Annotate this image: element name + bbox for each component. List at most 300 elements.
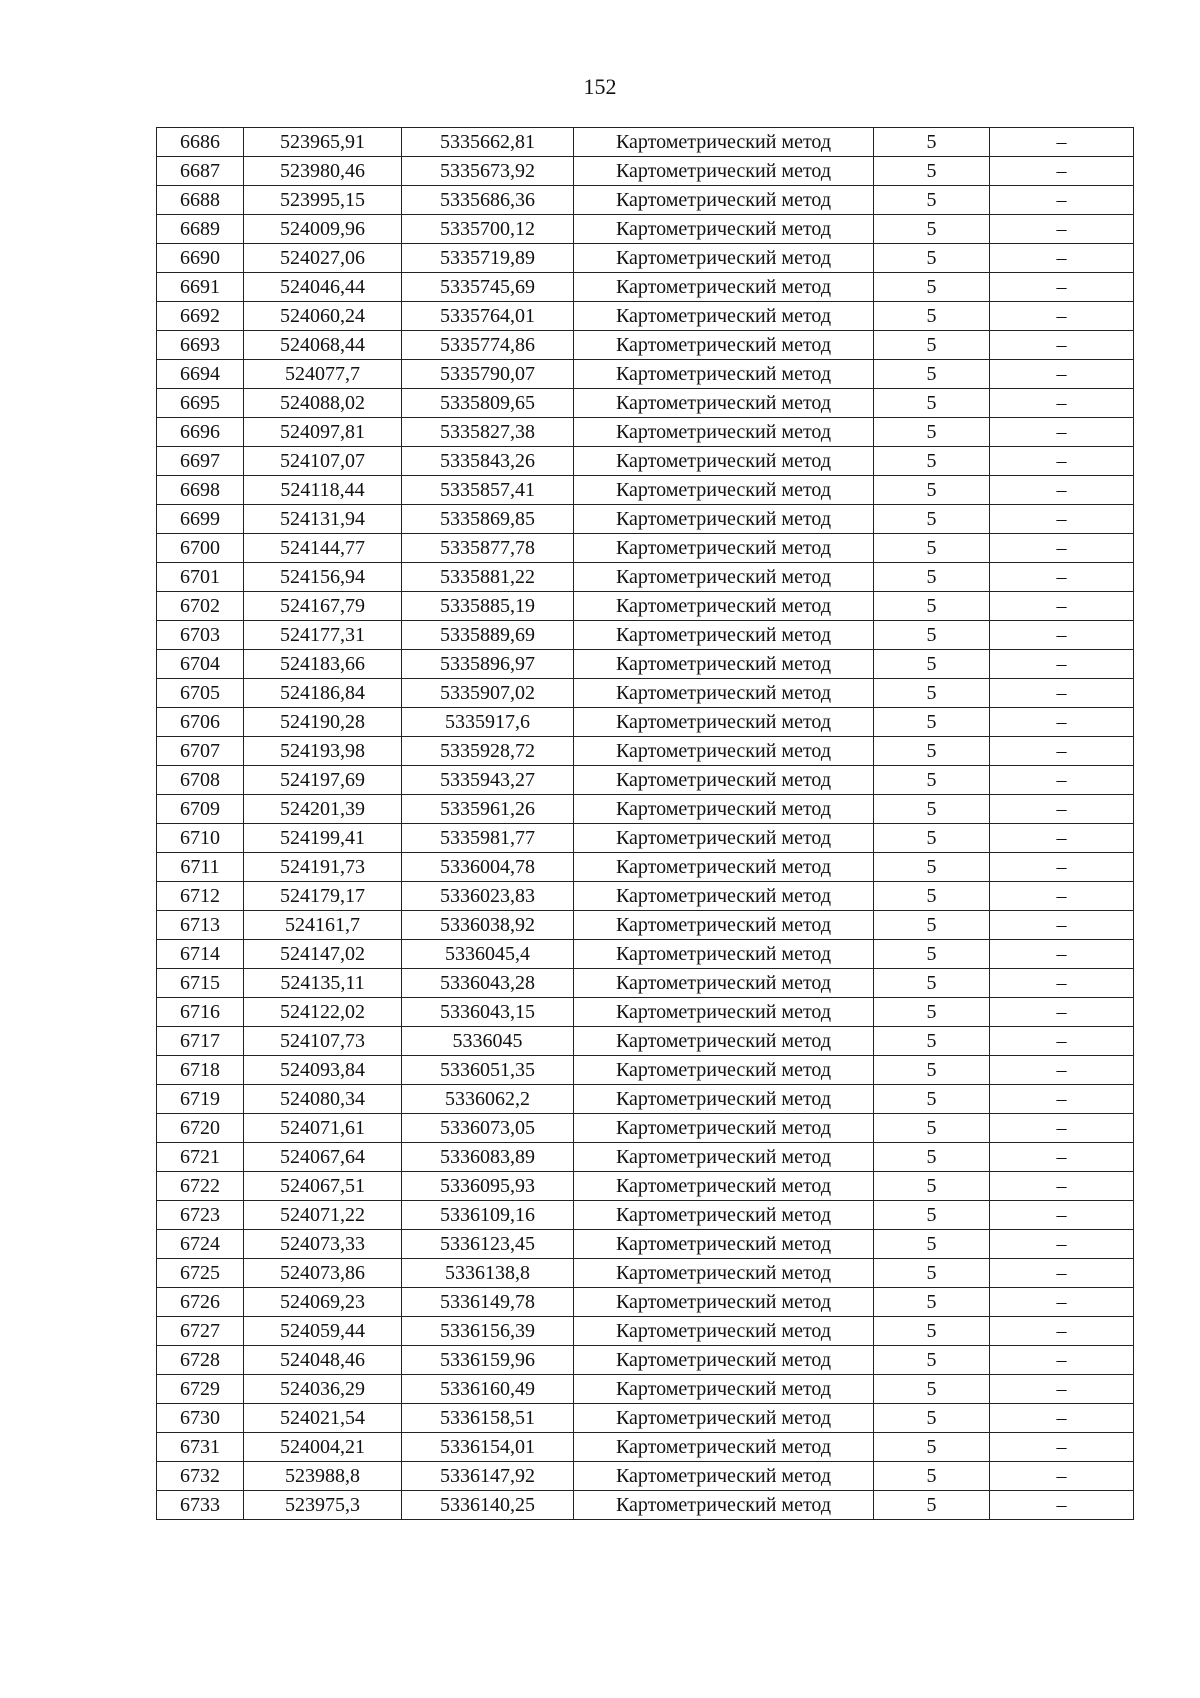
cell-note: – [990, 534, 1134, 563]
cell-coordinate-y: 5336123,45 [402, 1230, 574, 1259]
cell-note: – [990, 1027, 1134, 1056]
cell-accuracy: 5 [874, 592, 990, 621]
cell-note: – [990, 1230, 1134, 1259]
table-row [157, 1114, 1134, 1143]
cell-note: – [990, 1288, 1134, 1317]
cell-accuracy: 5 [874, 360, 990, 389]
table-row [157, 824, 1134, 853]
cell-point-number: 6720 [157, 1114, 244, 1143]
cell-coordinate-x: 524048,46 [244, 1346, 402, 1375]
cell-point-number: 6697 [157, 447, 244, 476]
cell-coordinate-x: 524069,23 [244, 1288, 402, 1317]
cell-method: Картометрический метод [574, 447, 874, 476]
cell-note: – [990, 969, 1134, 998]
cell-point-number: 6695 [157, 389, 244, 418]
cell-coordinate-y: 5336043,28 [402, 969, 574, 998]
cell-coordinate-x: 523980,46 [244, 157, 402, 186]
cell-coordinate-x: 524021,54 [244, 1404, 402, 1433]
cell-accuracy: 5 [874, 1491, 990, 1520]
cell-method: Картометрический метод [574, 1114, 874, 1143]
cell-accuracy: 5 [874, 186, 990, 215]
cell-coordinate-y: 5336043,15 [402, 998, 574, 1027]
cell-accuracy: 5 [874, 1404, 990, 1433]
cell-coordinate-y: 5336023,83 [402, 882, 574, 911]
cell-accuracy: 5 [874, 418, 990, 447]
table-row [157, 215, 1134, 244]
cell-point-number: 6702 [157, 592, 244, 621]
cell-point-number: 6689 [157, 215, 244, 244]
cell-method: Картометрический метод [574, 534, 874, 563]
cell-method: Картометрический метод [574, 940, 874, 969]
table-row [157, 1201, 1134, 1230]
cell-point-number: 6693 [157, 331, 244, 360]
cell-coordinate-y: 5336160,49 [402, 1375, 574, 1404]
cell-coordinate-y: 5335700,12 [402, 215, 574, 244]
cell-accuracy: 5 [874, 1433, 990, 1462]
cell-coordinate-y: 5336083,89 [402, 1143, 574, 1172]
cell-accuracy: 5 [874, 273, 990, 302]
cell-point-number: 6699 [157, 505, 244, 534]
cell-coordinate-x: 524071,61 [244, 1114, 402, 1143]
table-row [157, 969, 1134, 998]
cell-coordinate-x: 524088,02 [244, 389, 402, 418]
cell-coordinate-y: 5335790,07 [402, 360, 574, 389]
table-row [157, 1230, 1134, 1259]
table-row [157, 505, 1134, 534]
cell-note: – [990, 1346, 1134, 1375]
table-row [157, 360, 1134, 389]
cell-coordinate-y: 5336045 [402, 1027, 574, 1056]
cell-coordinate-x: 524071,22 [244, 1201, 402, 1230]
cell-method: Картометрический метод [574, 998, 874, 1027]
cell-method: Картометрический метод [574, 882, 874, 911]
cell-method: Картометрический метод [574, 650, 874, 679]
cell-coordinate-x: 524191,73 [244, 853, 402, 882]
cell-point-number: 6687 [157, 157, 244, 186]
cell-point-number: 6709 [157, 795, 244, 824]
cell-note: – [990, 186, 1134, 215]
cell-note: – [990, 940, 1134, 969]
table-row [157, 302, 1134, 331]
cell-coordinate-y: 5335869,85 [402, 505, 574, 534]
table-row [157, 1317, 1134, 1346]
cell-point-number: 6723 [157, 1201, 244, 1230]
cell-method: Картометрический метод [574, 1462, 874, 1491]
cell-coordinate-x: 524199,41 [244, 824, 402, 853]
cell-accuracy: 5 [874, 1172, 990, 1201]
cell-point-number: 6729 [157, 1375, 244, 1404]
cell-note: – [990, 708, 1134, 737]
cell-method: Картометрический метод [574, 1172, 874, 1201]
cell-coordinate-y: 5335881,22 [402, 563, 574, 592]
cell-method: Картометрический метод [574, 273, 874, 302]
cell-coordinate-y: 5335917,6 [402, 708, 574, 737]
cell-note: – [990, 505, 1134, 534]
cell-note: – [990, 650, 1134, 679]
table-row [157, 592, 1134, 621]
table-row [157, 1375, 1134, 1404]
cell-note: – [990, 1433, 1134, 1462]
cell-point-number: 6698 [157, 476, 244, 505]
table-row [157, 1462, 1134, 1491]
cell-coordinate-x: 524135,11 [244, 969, 402, 998]
cell-method: Картометрический метод [574, 157, 874, 186]
table-row [157, 940, 1134, 969]
cell-coordinate-x: 524060,24 [244, 302, 402, 331]
cell-accuracy: 5 [874, 389, 990, 418]
cell-coordinate-x: 524190,28 [244, 708, 402, 737]
cell-note: – [990, 592, 1134, 621]
cell-point-number: 6690 [157, 244, 244, 273]
cell-accuracy: 5 [874, 1375, 990, 1404]
cell-note: – [990, 128, 1134, 157]
cell-note: – [990, 1462, 1134, 1491]
cell-coordinate-x: 524009,96 [244, 215, 402, 244]
cell-accuracy: 5 [874, 969, 990, 998]
cell-accuracy: 5 [874, 737, 990, 766]
cell-method: Картометрический метод [574, 1288, 874, 1317]
cell-note: – [990, 1259, 1134, 1288]
cell-method: Картометрический метод [574, 1143, 874, 1172]
cell-coordinate-y: 5335981,77 [402, 824, 574, 853]
cell-accuracy: 5 [874, 911, 990, 940]
cell-coordinate-y: 5335719,89 [402, 244, 574, 273]
cell-point-number: 6728 [157, 1346, 244, 1375]
cell-coordinate-x: 524131,94 [244, 505, 402, 534]
cell-point-number: 6727 [157, 1317, 244, 1346]
cell-accuracy: 5 [874, 1462, 990, 1491]
cell-coordinate-y: 5336138,8 [402, 1259, 574, 1288]
cell-method: Картометрический метод [574, 766, 874, 795]
cell-coordinate-x: 524186,84 [244, 679, 402, 708]
table-row [157, 447, 1134, 476]
cell-accuracy: 5 [874, 1201, 990, 1230]
table-row [157, 1259, 1134, 1288]
table-row [157, 1491, 1134, 1520]
cell-note: – [990, 998, 1134, 1027]
cell-coordinate-x: 524004,21 [244, 1433, 402, 1462]
cell-accuracy: 5 [874, 1114, 990, 1143]
cell-method: Картометрический метод [574, 1230, 874, 1259]
cell-coordinate-x: 524073,33 [244, 1230, 402, 1259]
coordinates-table [156, 127, 1134, 1520]
cell-accuracy: 5 [874, 331, 990, 360]
cell-coordinate-x: 524144,77 [244, 534, 402, 563]
cell-note: – [990, 1143, 1134, 1172]
cell-note: – [990, 1317, 1134, 1346]
cell-coordinate-y: 5335774,86 [402, 331, 574, 360]
cell-coordinate-y: 5336004,78 [402, 853, 574, 882]
cell-method: Картометрический метод [574, 969, 874, 998]
table-row [157, 563, 1134, 592]
cell-coordinate-x: 524167,79 [244, 592, 402, 621]
cell-method: Картометрический метод [574, 679, 874, 708]
cell-point-number: 6700 [157, 534, 244, 563]
cell-note: – [990, 447, 1134, 476]
cell-accuracy: 5 [874, 1085, 990, 1114]
cell-point-number: 6707 [157, 737, 244, 766]
cell-point-number: 6686 [157, 128, 244, 157]
cell-note: – [990, 215, 1134, 244]
cell-coordinate-y: 5335764,01 [402, 302, 574, 331]
cell-coordinate-x: 524147,02 [244, 940, 402, 969]
cell-coordinate-x: 523975,3 [244, 1491, 402, 1520]
cell-coordinate-y: 5336038,92 [402, 911, 574, 940]
table-row [157, 1085, 1134, 1114]
table-row [157, 1143, 1134, 1172]
table-row [157, 128, 1134, 157]
cell-coordinate-y: 5335827,38 [402, 418, 574, 447]
cell-method: Картометрический метод [574, 1259, 874, 1288]
cell-note: – [990, 824, 1134, 853]
cell-note: – [990, 621, 1134, 650]
cell-coordinate-y: 5335662,81 [402, 128, 574, 157]
cell-accuracy: 5 [874, 621, 990, 650]
cell-note: – [990, 1201, 1134, 1230]
cell-point-number: 6712 [157, 882, 244, 911]
cell-note: – [990, 1114, 1134, 1143]
cell-accuracy: 5 [874, 679, 990, 708]
cell-note: – [990, 853, 1134, 882]
cell-accuracy: 5 [874, 128, 990, 157]
cell-note: – [990, 766, 1134, 795]
cell-point-number: 6724 [157, 1230, 244, 1259]
cell-note: – [990, 1404, 1134, 1433]
cell-point-number: 6710 [157, 824, 244, 853]
table-row [157, 882, 1134, 911]
cell-accuracy: 5 [874, 476, 990, 505]
cell-method: Картометрический метод [574, 186, 874, 215]
cell-point-number: 6688 [157, 186, 244, 215]
table-row [157, 186, 1134, 215]
cell-accuracy: 5 [874, 795, 990, 824]
cell-accuracy: 5 [874, 1259, 990, 1288]
table-row [157, 679, 1134, 708]
cell-note: – [990, 1491, 1134, 1520]
cell-coordinate-y: 5335928,72 [402, 737, 574, 766]
page-number: 152 [583, 74, 617, 99]
cell-coordinate-y: 5335885,19 [402, 592, 574, 621]
cell-method: Картометрический метод [574, 360, 874, 389]
cell-accuracy: 5 [874, 708, 990, 737]
cell-note: – [990, 389, 1134, 418]
cell-accuracy: 5 [874, 1027, 990, 1056]
cell-point-number: 6708 [157, 766, 244, 795]
cell-note: – [990, 737, 1134, 766]
table-row [157, 998, 1134, 1027]
cell-accuracy: 5 [874, 447, 990, 476]
cell-note: – [990, 302, 1134, 331]
cell-coordinate-x: 524046,44 [244, 273, 402, 302]
table-row [157, 1404, 1134, 1433]
cell-coordinate-y: 5335943,27 [402, 766, 574, 795]
cell-coordinate-x: 524201,39 [244, 795, 402, 824]
cell-method: Картометрический метод [574, 331, 874, 360]
table-row [157, 1433, 1134, 1462]
cell-note: – [990, 563, 1134, 592]
cell-method: Картометрический метод [574, 1375, 874, 1404]
cell-coordinate-y: 5336147,92 [402, 1462, 574, 1491]
cell-accuracy: 5 [874, 853, 990, 882]
cell-point-number: 6726 [157, 1288, 244, 1317]
cell-point-number: 6704 [157, 650, 244, 679]
cell-point-number: 6733 [157, 1491, 244, 1520]
cell-accuracy: 5 [874, 1056, 990, 1085]
cell-coordinate-y: 5336149,78 [402, 1288, 574, 1317]
cell-accuracy: 5 [874, 940, 990, 969]
cell-note: – [990, 157, 1134, 186]
table-row [157, 766, 1134, 795]
cell-coordinate-y: 5335889,69 [402, 621, 574, 650]
cell-point-number: 6703 [157, 621, 244, 650]
cell-accuracy: 5 [874, 766, 990, 795]
cell-coordinate-x: 524077,7 [244, 360, 402, 389]
cell-note: – [990, 331, 1134, 360]
cell-coordinate-x: 524122,02 [244, 998, 402, 1027]
cell-point-number: 6714 [157, 940, 244, 969]
cell-accuracy: 5 [874, 244, 990, 273]
cell-coordinate-y: 5335673,92 [402, 157, 574, 186]
cell-method: Картометрический метод [574, 476, 874, 505]
cell-accuracy: 5 [874, 215, 990, 244]
cell-coordinate-y: 5336062,2 [402, 1085, 574, 1114]
cell-accuracy: 5 [874, 650, 990, 679]
cell-point-number: 6691 [157, 273, 244, 302]
cell-coordinate-x: 524107,07 [244, 447, 402, 476]
cell-coordinate-y: 5336154,01 [402, 1433, 574, 1462]
cell-method: Картометрический метод [574, 1404, 874, 1433]
cell-point-number: 6715 [157, 969, 244, 998]
cell-coordinate-x: 524107,73 [244, 1027, 402, 1056]
cell-accuracy: 5 [874, 1143, 990, 1172]
cell-method: Картометрический метод [574, 621, 874, 650]
cell-point-number: 6721 [157, 1143, 244, 1172]
cell-method: Картометрический метод [574, 1346, 874, 1375]
cell-method: Картометрический метод [574, 389, 874, 418]
cell-method: Картометрический метод [574, 737, 874, 766]
cell-coordinate-y: 5335877,78 [402, 534, 574, 563]
cell-method: Картометрический метод [574, 1491, 874, 1520]
cell-coordinate-y: 5336045,4 [402, 940, 574, 969]
cell-coordinate-y: 5336159,96 [402, 1346, 574, 1375]
cell-coordinate-x: 524093,84 [244, 1056, 402, 1085]
cell-accuracy: 5 [874, 824, 990, 853]
cell-coordinate-x: 524156,94 [244, 563, 402, 592]
table-row [157, 1288, 1134, 1317]
cell-coordinate-x: 524179,17 [244, 882, 402, 911]
cell-method: Картометрический метод [574, 128, 874, 157]
table-row [157, 331, 1134, 360]
cell-coordinate-y: 5335843,26 [402, 447, 574, 476]
cell-note: – [990, 1375, 1134, 1404]
table-row [157, 853, 1134, 882]
cell-coordinate-y: 5336073,05 [402, 1114, 574, 1143]
cell-note: – [990, 1085, 1134, 1114]
table-row [157, 708, 1134, 737]
cell-method: Картометрический метод [574, 795, 874, 824]
cell-coordinate-y: 5336156,39 [402, 1317, 574, 1346]
cell-coordinate-x: 524027,06 [244, 244, 402, 273]
cell-coordinate-x: 524067,64 [244, 1143, 402, 1172]
cell-point-number: 6718 [157, 1056, 244, 1085]
table-row [157, 737, 1134, 766]
cell-method: Картометрический метод [574, 418, 874, 447]
cell-accuracy: 5 [874, 505, 990, 534]
cell-coordinate-y: 5335896,97 [402, 650, 574, 679]
cell-method: Картометрический метод [574, 244, 874, 273]
cell-coordinate-x: 524068,44 [244, 331, 402, 360]
table-row [157, 389, 1134, 418]
table-row [157, 1056, 1134, 1085]
cell-note: – [990, 244, 1134, 273]
cell-method: Картометрический метод [574, 1027, 874, 1056]
cell-method: Картометрический метод [574, 1056, 874, 1085]
cell-coordinate-y: 5335961,26 [402, 795, 574, 824]
cell-accuracy: 5 [874, 1346, 990, 1375]
cell-coordinate-y: 5335809,65 [402, 389, 574, 418]
cell-method: Картометрический метод [574, 1201, 874, 1230]
cell-point-number: 6722 [157, 1172, 244, 1201]
cell-coordinate-x: 524073,86 [244, 1259, 402, 1288]
table-row [157, 244, 1134, 273]
cell-method: Картометрический метод [574, 563, 874, 592]
cell-coordinate-x: 524036,29 [244, 1375, 402, 1404]
cell-coordinate-x: 524097,81 [244, 418, 402, 447]
cell-accuracy: 5 [874, 998, 990, 1027]
cell-point-number: 6716 [157, 998, 244, 1027]
cell-coordinate-x: 524118,44 [244, 476, 402, 505]
cell-method: Картометрический метод [574, 853, 874, 882]
cell-coordinate-y: 5335745,69 [402, 273, 574, 302]
cell-point-number: 6711 [157, 853, 244, 882]
cell-note: – [990, 911, 1134, 940]
cell-coordinate-y: 5336095,93 [402, 1172, 574, 1201]
cell-coordinate-x: 524080,34 [244, 1085, 402, 1114]
cell-coordinate-y: 5335686,36 [402, 186, 574, 215]
cell-coordinate-x: 524059,44 [244, 1317, 402, 1346]
cell-note: – [990, 882, 1134, 911]
cell-coordinate-y: 5336051,35 [402, 1056, 574, 1085]
cell-method: Картометрический метод [574, 1085, 874, 1114]
cell-coordinate-y: 5336140,25 [402, 1491, 574, 1520]
cell-method: Картометрический метод [574, 1317, 874, 1346]
cell-coordinate-x: 524197,69 [244, 766, 402, 795]
cell-point-number: 6725 [157, 1259, 244, 1288]
table-row [157, 1346, 1134, 1375]
cell-coordinate-y: 5335857,41 [402, 476, 574, 505]
cell-coordinate-x: 524193,98 [244, 737, 402, 766]
cell-coordinate-x: 524067,51 [244, 1172, 402, 1201]
table-row [157, 273, 1134, 302]
table-row [157, 157, 1134, 186]
cell-note: – [990, 1172, 1134, 1201]
cell-point-number: 6692 [157, 302, 244, 331]
cell-point-number: 6719 [157, 1085, 244, 1114]
table-row [157, 795, 1134, 824]
cell-point-number: 6705 [157, 679, 244, 708]
cell-method: Картометрический метод [574, 592, 874, 621]
table-row [157, 911, 1134, 940]
cell-coordinate-y: 5335907,02 [402, 679, 574, 708]
cell-accuracy: 5 [874, 1230, 990, 1259]
cell-point-number: 6706 [157, 708, 244, 737]
cell-point-number: 6696 [157, 418, 244, 447]
cell-note: – [990, 360, 1134, 389]
cell-method: Картометрический метод [574, 1433, 874, 1462]
cell-note: – [990, 795, 1134, 824]
cell-note: – [990, 418, 1134, 447]
cell-accuracy: 5 [874, 157, 990, 186]
